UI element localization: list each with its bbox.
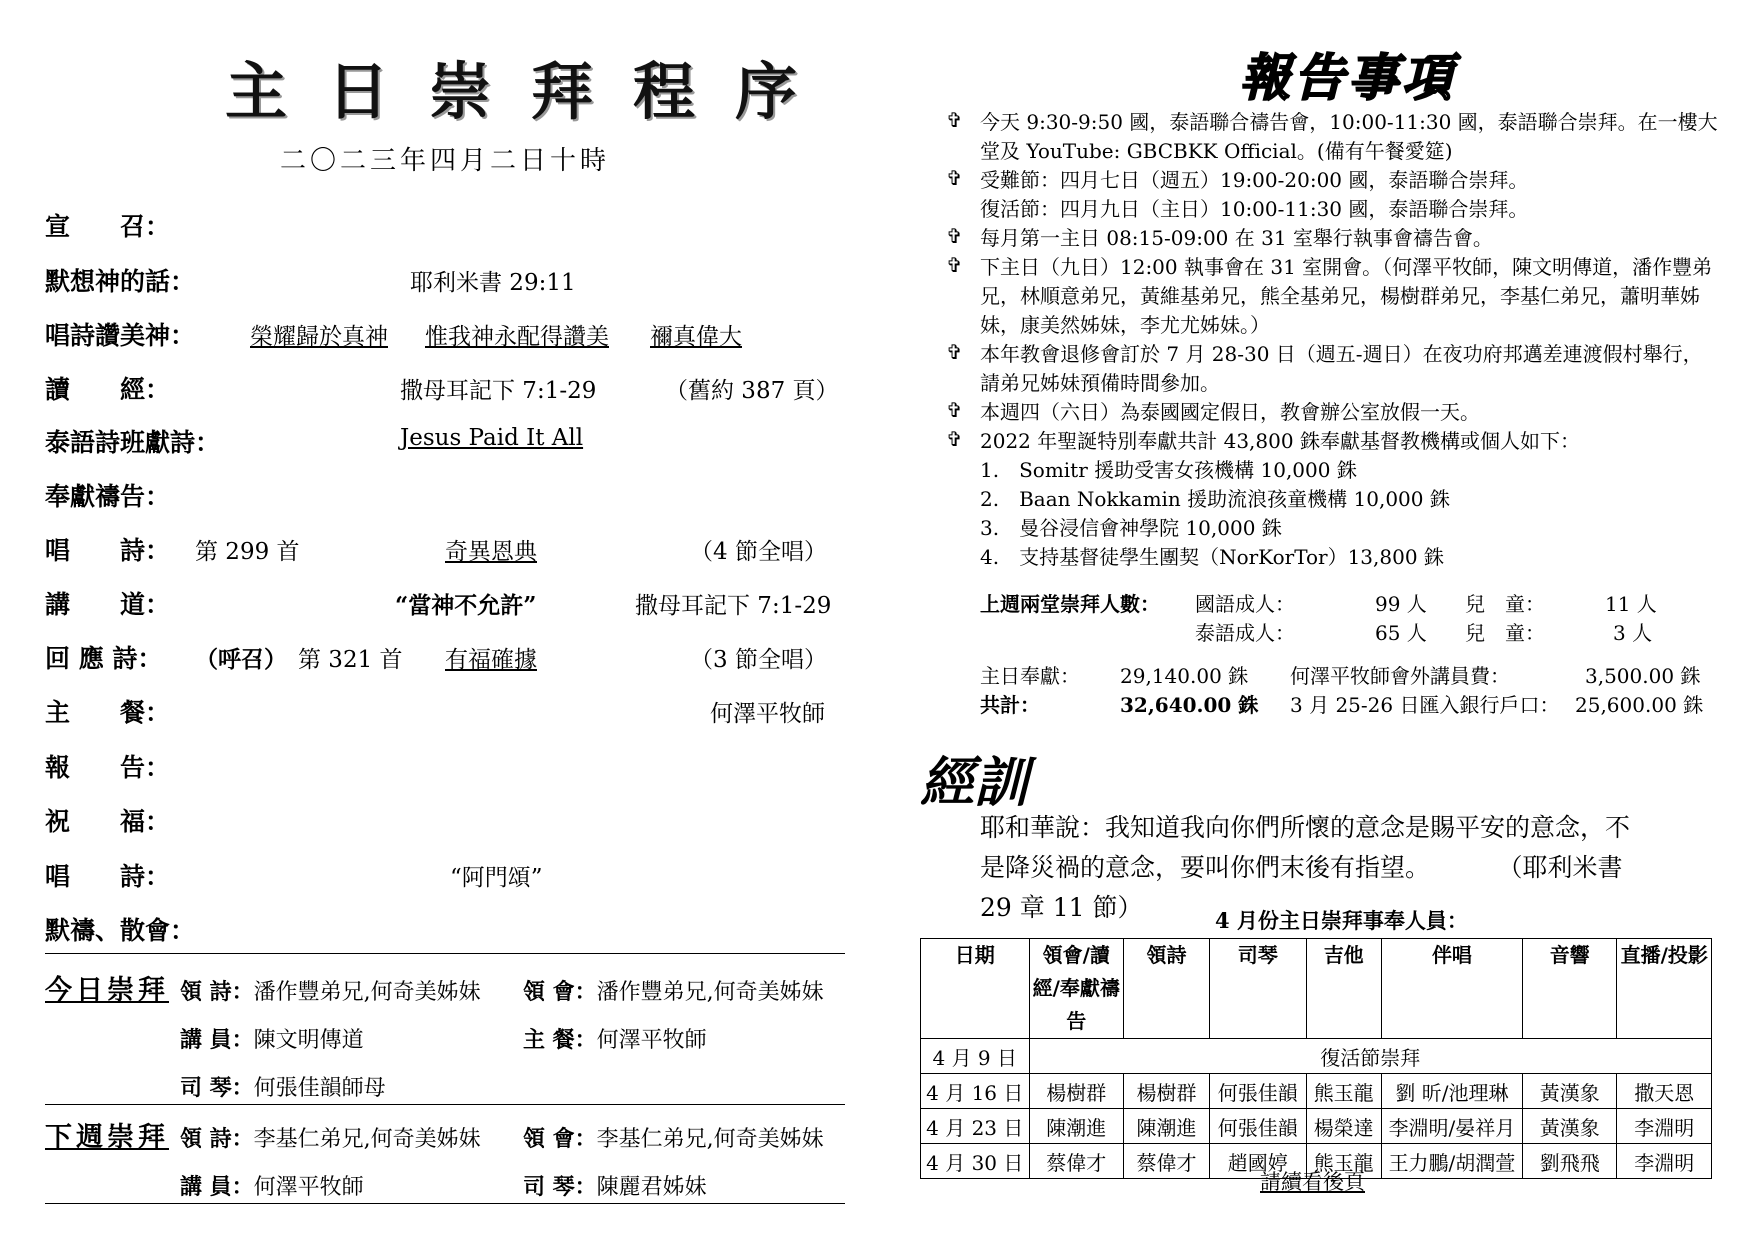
announcement-text: 本年教會退修會訂於 7 月 28-30 日（週五-週日）在夜功府邦邁差連渡假村舉行，請弟兄姊妹預備時間參加。 (980, 342, 1703, 395)
announcement-text: 復活節：四月九日（主日）10:00-11:30 國，泰語聯合崇拜。 (980, 197, 1529, 221)
attendance-key: 兒 童： (1465, 621, 1545, 645)
table-row (921, 1074, 1712, 1109)
order-item-communion (45, 693, 845, 733)
donation-text: 1. Somitr 援助受害女孩機構 10,000 銖 (980, 458, 1357, 482)
donation-text: 4. 支持基督徒學生團契（NorKorTor）13,800 銖 (980, 545, 1444, 569)
total-value: 32,640.00 銖 (1120, 693, 1259, 717)
roster-cell: 熊玉龍 (1306, 1074, 1381, 1109)
roster-header: 司琴 (1209, 939, 1306, 1039)
order-item-hymn (45, 531, 845, 571)
roster-merged-cell: 復活節崇拜 (1029, 1039, 1711, 1074)
order-item-dismissal (45, 911, 845, 951)
song-title: 榮耀歸於真神 (250, 324, 388, 350)
roster-cell: 何張佳韻 (1209, 1074, 1306, 1109)
roster-date: 4 月 30 日 (921, 1144, 1030, 1179)
duty-line (180, 1170, 364, 1201)
roster-cell: 李淵明 (1617, 1109, 1712, 1144)
attendance-label: 上週兩堂崇拜人數： (980, 592, 1160, 616)
bank-label: 3 月 25-26 日匯入銀行戶口： (1290, 693, 1560, 717)
announcement-text: 下主日（九日）12:00 執事會在 31 室開會。（何澤平牧師，陳文明傳道，潘作豐弟兄，林順意弟兄，黃維基弟兄，熊全基弟兄，楊樹群弟兄，李基仁弟兄，蕭明華姊妹，康美然姊妹，李尤尤姊妹。） (980, 255, 1713, 337)
duty-key: 領 詩： (180, 979, 254, 1005)
bank-value: 25,600.00 銖 (1575, 693, 1704, 717)
roster-header: 日期 (921, 939, 1030, 1039)
table-row (921, 1109, 1712, 1144)
song-title: 有福確據 (445, 647, 537, 673)
duty-value: 何澤平牧師 (253, 1175, 364, 1200)
order-label: 默想神的話： (45, 267, 196, 296)
roster-header: 領詩 (1123, 939, 1209, 1039)
order-item-blessing (45, 802, 845, 842)
roster-table (920, 938, 1712, 1179)
verse-note: （4 節全唱） (690, 539, 827, 565)
roster-date: 4 月 23 日 (921, 1109, 1030, 1144)
order-item-reading (45, 370, 845, 410)
duty-value: 潘作豐弟兄,何奇美姊妹 (596, 980, 824, 1005)
roster-date: 4 月 16 日 (921, 1074, 1030, 1109)
roster-cell: 趙國婷 (1209, 1144, 1306, 1179)
roster-header: 伴唱 (1381, 939, 1522, 1039)
roster-header: 吉他 (1306, 939, 1381, 1039)
duty-line (523, 1170, 707, 1201)
scripture-ref: 耶利米書 29:11 (410, 270, 576, 296)
order-label: 唱 詩： (45, 536, 171, 565)
fee-value: 3,500.00 銖 (1585, 664, 1701, 688)
duty-line (180, 1023, 364, 1054)
announcement-text: 受難節：四月七日（週五）19:00-20:00 國，泰語聯合崇拜。 (980, 168, 1529, 192)
duty-key: 司 琴： (523, 1174, 597, 1200)
order-label: 默禱、散會： (45, 916, 196, 945)
duty-value: 陳文明傳道 (253, 1028, 364, 1053)
duty-line (180, 1071, 386, 1102)
page-note: （舊約 387 頁） (665, 378, 839, 404)
duty-value: 李基仁弟兄,何奇美姊妹 (253, 1127, 481, 1152)
duty-key: 司 琴： (180, 1075, 254, 1101)
today-worship-tag: 今日崇拜 (45, 975, 169, 1006)
roster-header: 音響 (1523, 939, 1617, 1039)
cross-icon: ✞ (946, 108, 963, 132)
roster-cell: 蔡偉才 (1029, 1144, 1123, 1179)
order-item-amen (45, 857, 845, 897)
order-label: 奉獻禱告： (45, 482, 171, 511)
duty-key: 主 餐： (523, 1027, 597, 1053)
roster-cell: 蔡偉才 (1123, 1144, 1209, 1179)
divider (45, 953, 845, 954)
roster-cell: 熊玉龍 (1306, 1144, 1381, 1179)
order-label: 回 應 詩： (45, 644, 163, 673)
officiant: 何澤平牧師 (710, 701, 825, 727)
roster-cell: 撒天恩 (1617, 1074, 1712, 1109)
order-label: 讀 經： (45, 375, 171, 404)
attendance-key: 兒 童： (1465, 592, 1545, 616)
attendance-key: 泰語成人： (1195, 621, 1295, 645)
attendance-value: 99 人 (1375, 592, 1427, 616)
order-label: 報 告： (45, 753, 171, 782)
duty-key: 領 會： (523, 1126, 597, 1152)
duty-key: 講 員： (180, 1174, 254, 1200)
roster-cell: 楊樹群 (1123, 1074, 1209, 1109)
duty-line (180, 975, 481, 1006)
call-prefix: （呼召） (195, 646, 287, 673)
song-title: 禰真偉大 (650, 324, 742, 350)
announcements-title: 報告事項 (1240, 48, 1456, 107)
duty-value: 潘作豐弟兄,何奇美姊妹 (253, 980, 481, 1005)
song-title: “阿門頌” (450, 865, 543, 891)
order-item-sermon (45, 585, 845, 625)
verse-note: （3 節全唱） (690, 647, 827, 673)
offering-label: 主日奉獻： (980, 664, 1080, 688)
service-date: 二〇二三年四月二日十時 (280, 146, 611, 176)
scripture-text: 耶和華說：我知道我向你們所懷的意念是賜平安的意念，不是降災禍的意念，要叫你們末後有指望。 (980, 813, 1631, 882)
roster-header: 直播/投影 (1617, 939, 1712, 1039)
scripture-heading: 經訓 (920, 750, 1028, 814)
duty-key: 領 會： (523, 979, 597, 1005)
cross-icon: ✞ (946, 398, 963, 422)
order-label: 泰語詩班獻詩： (45, 428, 221, 457)
cross-icon: ✞ (946, 253, 963, 277)
page-title: 主日崇拜程序 (225, 55, 838, 128)
scripture-ref: （耶利米書 29 章 11 節） (980, 853, 1623, 922)
order-item-meditation (45, 262, 845, 302)
duty-key: 講 員： (180, 1027, 254, 1053)
announcements-page (920, 0, 1720, 1241)
roster-cell: 何張佳韻 (1209, 1109, 1306, 1144)
order-label: 唱 詩： (45, 862, 171, 891)
attendance-value: 11 人 (1605, 592, 1657, 616)
order-label: 主 餐： (45, 698, 171, 727)
duty-line (180, 1122, 481, 1153)
duty-value: 陳麗君姊妹 (596, 1175, 707, 1200)
attendance-value: 65 人 (1375, 621, 1427, 645)
roster-cell: 劉 昕/池理琳 (1381, 1074, 1522, 1109)
worship-order-page (45, 0, 850, 1241)
table-row (921, 1039, 1712, 1074)
roster-cell: 黃漢象 (1523, 1109, 1617, 1144)
attendance-key: 國語成人： (1195, 592, 1295, 616)
duty-key: 領 詩： (180, 1126, 254, 1152)
roster-cell: 李淵明 (1617, 1144, 1712, 1179)
announcement-text: 2022 年聖誕特別奉獻共計 43,800 銖奉獻基督教機構或個人如下： (980, 429, 1580, 453)
order-item-praise (45, 316, 845, 356)
announcement-text: 今天 9:30-9:50 國，泰語聯合禱告會，10:00-11:30 國，泰語聯合崇拜。在一樓大堂及 YouTube: GBCBKK Official。(備有午餐愛筵) (980, 110, 1718, 163)
order-label: 講 道： (45, 590, 171, 619)
roster-cell: 陳潮進 (1123, 1109, 1209, 1144)
roster-header: 領會/讀經/奉獻禱告 (1029, 939, 1123, 1039)
roster-cell: 楊榮達 (1306, 1109, 1381, 1144)
next-worship-tag: 下週崇拜 (45, 1122, 169, 1153)
total-label: 共計： (980, 693, 1040, 717)
attendance-value: 3 人 (1613, 621, 1653, 645)
scripture-ref: 撒母耳記下 7:1-29 (635, 593, 832, 619)
roster-cell: 劉飛飛 (1523, 1144, 1617, 1179)
song-title: Jesus Paid It All (400, 425, 584, 451)
song-title: 奇異恩典 (445, 539, 537, 565)
announcement-text: 每月第一主日 08:15-09:00 在 31 室舉行執事會禱告會。 (980, 226, 1493, 250)
divider (45, 1104, 845, 1105)
roster-header-row (921, 939, 1712, 1039)
divider (45, 1203, 845, 1204)
fee-label: 何澤平牧師會外講員費： (1290, 664, 1510, 688)
roster-cell: 陳潮進 (1029, 1109, 1123, 1144)
continue-note: 請續看後頁 (1260, 1170, 1365, 1194)
order-label: 宣 召： (45, 212, 171, 241)
duty-value: 李基仁弟兄,何奇美姊妹 (596, 1127, 824, 1152)
duty-line (523, 975, 824, 1006)
roster-cell: 楊樹群 (1029, 1074, 1123, 1109)
duty-line (523, 1122, 824, 1153)
roster-title: 4 月份主日崇拜事奉人員： (1215, 908, 1468, 933)
cross-icon: ✞ (946, 340, 963, 364)
scripture-ref: 撒母耳記下 7:1-29 (400, 378, 597, 404)
order-item-thai-choir (45, 423, 845, 463)
roster-date: 4 月 9 日 (921, 1039, 1030, 1074)
order-label: 祝 福： (45, 807, 171, 836)
order-label: 唱詩讚美神： (45, 321, 196, 350)
roster-cell: 黃漢象 (1523, 1074, 1617, 1109)
hymn-number: 第 299 首 (195, 539, 300, 565)
song-title: 惟我神永配得讚美 (425, 324, 609, 350)
sermon-title: “當神不允許” (395, 592, 537, 619)
announcement-text: 本週四（六日）為泰國國定假日，教會辦公室放假一天。 (980, 400, 1480, 424)
order-item-response (45, 639, 845, 679)
order-item-call (45, 207, 845, 247)
duty-value: 何張佳韻師母 (253, 1076, 386, 1101)
cross-icon: ✞ (946, 427, 963, 451)
roster-cell: 王力鵬/胡潤萱 (1381, 1144, 1522, 1179)
duty-value: 何澤平牧師 (596, 1028, 707, 1053)
hymn-number: 第 321 首 (298, 647, 403, 673)
roster-cell: 李淵明/晏祥月 (1381, 1109, 1522, 1144)
order-item-report (45, 748, 845, 788)
cross-icon: ✞ (946, 166, 963, 190)
duty-line (523, 1023, 707, 1054)
offering-value: 29,140.00 銖 (1120, 664, 1249, 688)
donation-text: 3. 曼谷浸信會神學院 10,000 銖 (980, 516, 1282, 540)
donation-text: 2. Baan Nokkamin 援助流浪孩童機構 10,000 銖 (980, 487, 1450, 511)
order-item-offering-prayer (45, 477, 845, 517)
cross-icon: ✞ (946, 224, 963, 248)
